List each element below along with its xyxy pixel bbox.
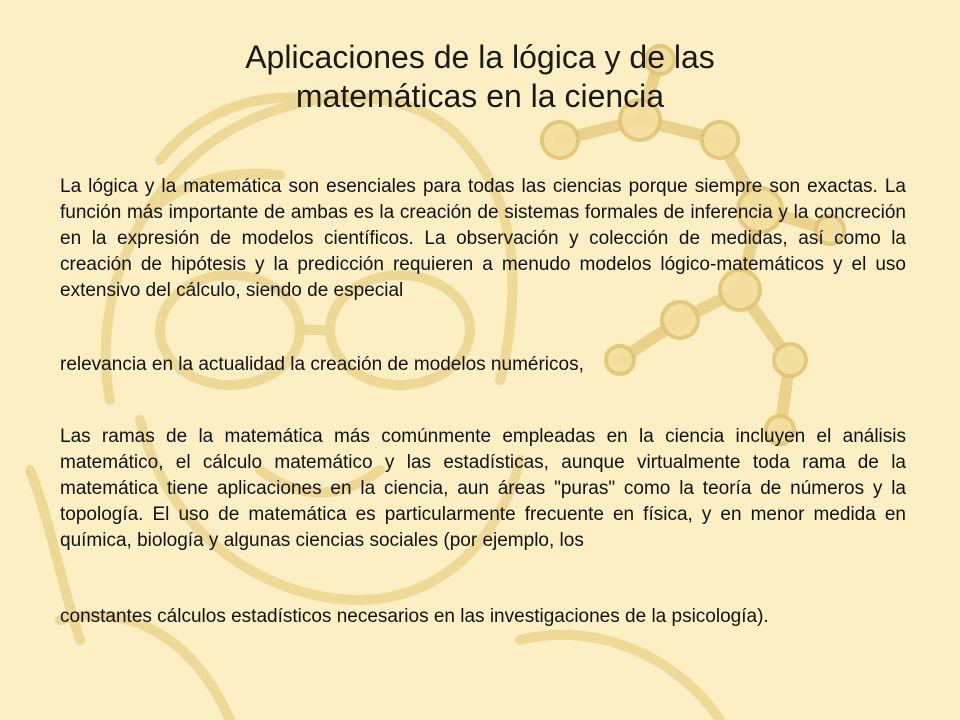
paragraph-3: Las ramas de la matemática más comúnmente empleadas en la ciencia incluyen el análisis matemático, el cálculo matemático y las estadísticas, aunque virtualmente toda rama de la matemática tiene aplicaciones en la ciencia, aun áreas "puras" como la teoría de números y la topología. El uso de matemática es particularmente frecuente en física, y en menor medida en química, biología y algunas ciencias sociales (por ejemplo, los [60,426,906,551]
paragraph-4: constantes cálculos estadísticos necesarios en las investigaciones de la psicología). [60,606,769,627]
slide-title [120,38,840,116]
title-line-2: matemáticas en la ciencia [295,78,665,114]
paragraph-2: relevancia en la actualidad la creación de modelos numéricos, [60,354,584,375]
title-line-1: Aplicaciones de la lógica y de las [245,39,715,75]
paragraph-1: La lógica y la matemática son esenciales para todas las ciencias porque siempre son exactas. La función más importante de ambas es la creación de sistemas formales de inferencia y la concreción en la expresión de modelos científicos. La observación y colección de medidas, así como la creación de hipótesis y la predicción requieren a menudo modelos lógico-matemáticos y el uso extensivo del cálculo, siendo de especial [60,176,906,301]
